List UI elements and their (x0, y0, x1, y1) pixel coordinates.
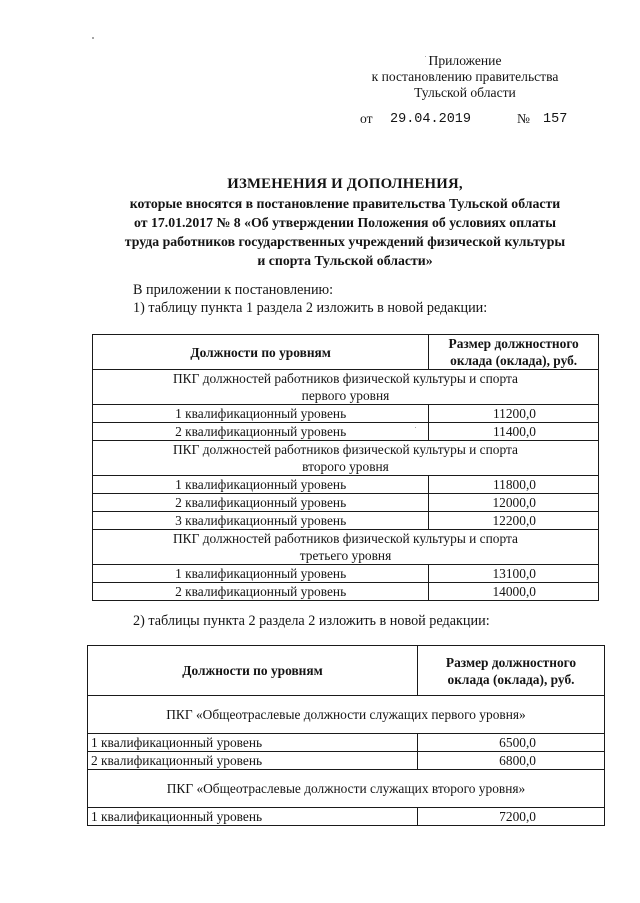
header-salary-line-1: Размер должностного (445, 654, 577, 670)
decree-number: 157 (543, 112, 568, 127)
table-group-row (88, 696, 605, 734)
table-group-row (88, 770, 605, 808)
table-header-row (93, 335, 599, 370)
header-salary (418, 646, 605, 696)
header-salary-line-1: Размер должностного (448, 336, 579, 351)
intro-paragraph: В приложении к постановлению: (133, 282, 334, 298)
header-salary-line-2: оклада (оклада), руб. (450, 353, 578, 368)
table-group-row (93, 370, 599, 405)
salary-value: 12200,0 (429, 512, 599, 530)
group-title: ПКГ «Общеотраслевые должности служащих первого уровня» (88, 696, 605, 734)
table-row (93, 565, 599, 583)
header-positions: Должности по уровням (88, 646, 418, 696)
group-title: ПКГ «Общеотраслевые должности служащих второго уровня» (88, 770, 605, 808)
title-line-2: от 17.01.2017 № 8 «Об утверждении Положения об условиях оплаты (134, 215, 556, 230)
scan-speck (425, 56, 426, 57)
salary-table-1 (92, 334, 599, 601)
level-name: 1 квалификационный уровень (93, 405, 429, 423)
title-line-3: труда работников государственных учреждений физической культуры (124, 234, 566, 249)
document-title (80, 175, 610, 270)
annex-line-3: Тульской области (414, 85, 516, 100)
title-line-1: которые вносятся в постановление правительства Тульской области (129, 196, 561, 211)
table-row (88, 734, 605, 752)
level-name: 2 квалификационный уровень (88, 752, 418, 770)
salary-value: 13100,0 (429, 565, 599, 583)
number-label: № (517, 111, 530, 126)
table-row (93, 405, 599, 423)
salary-value: 6500,0 (418, 734, 605, 752)
level-name: 1 квалификационный уровень (93, 476, 429, 494)
date-number-row (360, 111, 620, 129)
group-title: ПКГ должностей работников физической культуры и спорта третьего уровня (93, 530, 599, 565)
group-title: ПКГ должностей работников физической культуры и спорта второго уровня (93, 441, 599, 476)
table-row (88, 808, 605, 826)
salary-value: 12000,0 (429, 494, 599, 512)
salary-table-2 (87, 645, 605, 826)
salary-value: 6800,0 (418, 752, 605, 770)
salary-value: 14000,0 (429, 583, 599, 601)
salary-value: 11400,0 (429, 423, 599, 441)
level-name: 1 квалификационный уровень (88, 808, 418, 826)
table-group-row (93, 530, 599, 565)
table-row (93, 423, 599, 441)
scan-speck (415, 427, 416, 428)
title-line-4: и спорта Тульской области» (257, 253, 433, 268)
level-name: 2 квалификационный уровень (93, 423, 429, 441)
table-group-row (93, 441, 599, 476)
level-name: 1 квалификационный уровень (93, 565, 429, 583)
annex-header (330, 53, 600, 101)
level-name: 2 квалификационный уровень (93, 494, 429, 512)
level-name: 1 квалификационный уровень (88, 734, 418, 752)
level-name: 3 квалификационный уровень (93, 512, 429, 530)
table-row (93, 583, 599, 601)
table-row (93, 494, 599, 512)
date-label: от (360, 111, 373, 126)
decree-date: 29.04.2019 (390, 112, 472, 127)
table-header-row (88, 646, 605, 696)
salary-value: 7200,0 (418, 808, 605, 826)
table-row (93, 476, 599, 494)
item-1-paragraph: 1) таблицу пункта 1 раздела 2 изложить в новой редакции: (133, 300, 488, 316)
group-title: ПКГ должностей работников физической культуры и спорта первого уровня (93, 370, 599, 405)
scan-speck (92, 37, 94, 39)
header-positions: Должности по уровням (93, 335, 429, 370)
salary-value: 11200,0 (429, 405, 599, 423)
table-row (88, 752, 605, 770)
header-salary-line-2: оклада (оклада), руб. (447, 671, 575, 687)
level-name: 2 квалификационный уровень (93, 583, 429, 601)
table-row (93, 512, 599, 530)
item-2-paragraph: 2) таблицы пункта 2 раздела 2 изложить в новой редакции: (133, 613, 490, 629)
annex-line-1: Приложение (428, 53, 502, 68)
header-salary (429, 335, 599, 370)
annex-line-2: к постановлению правительства (371, 69, 559, 84)
salary-value: 11800,0 (429, 476, 599, 494)
title-heading: ИЗМЕНЕНИЯ И ДОПОЛНЕНИЯ, (227, 176, 463, 192)
